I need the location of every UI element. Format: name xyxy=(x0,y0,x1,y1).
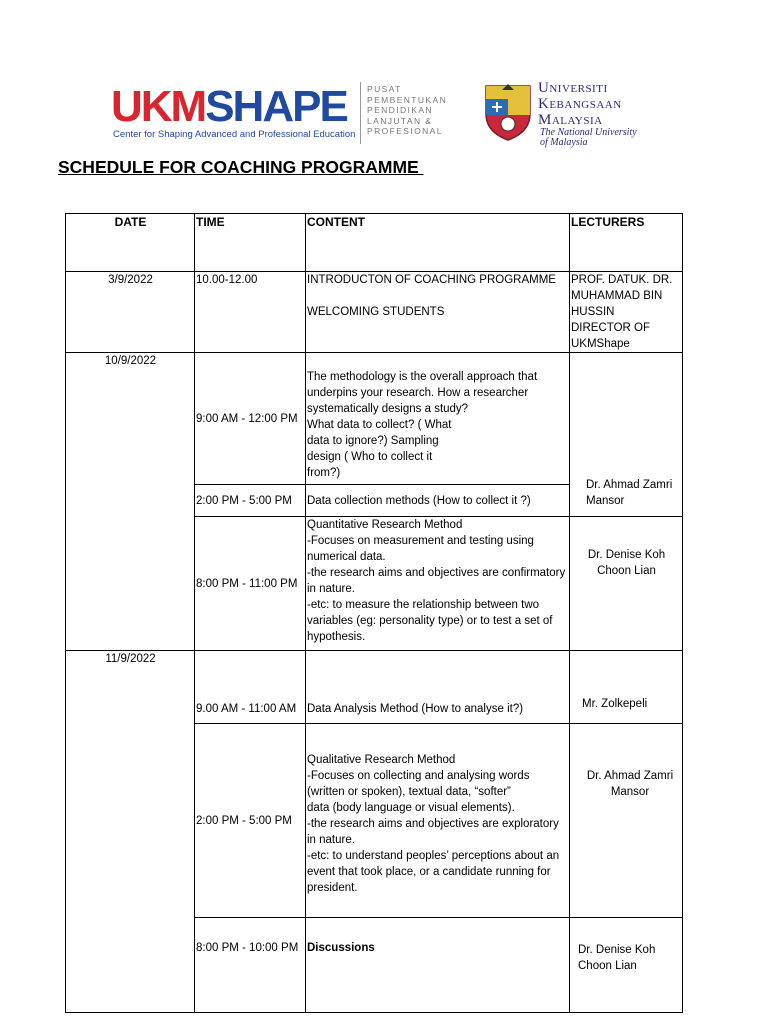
date-cell: 3/9/2022 xyxy=(66,272,195,353)
lecturer-cell: PROF. DATUK. DR. MUHAMMAD BIN HUSSIN DIRECTOR OF UKMShape xyxy=(570,272,683,353)
logo-divider xyxy=(360,82,361,144)
content-cell: Data collection methods (How to collect it ?) xyxy=(306,485,570,517)
lecturer-cell: Dr. Ahmad Zamri Mansor xyxy=(570,353,683,517)
time-cell: 2:00 PM - 5:00 PM xyxy=(195,724,306,918)
document-title: SCHEDULE FOR COACHING PROGRAMME xyxy=(58,157,424,177)
logo-ukm-text: UKM xyxy=(111,82,206,131)
time-cell: 2:00 PM - 5:00 PM xyxy=(195,485,306,517)
header-content: CONTENT xyxy=(306,214,570,272)
date-cell: 10/9/2022 xyxy=(66,353,195,651)
header-time: TIME xyxy=(195,214,306,272)
time-cell: 9.00 AM - 11:00 AM xyxy=(195,651,306,724)
university-crest-icon xyxy=(482,80,534,142)
time-cell: 10.00-12.00 xyxy=(195,272,306,353)
table-row xyxy=(66,272,683,353)
content-cell: INTRODUCTON OF COACHING PROGRAMME WELCOMING STUDENTS xyxy=(306,272,570,353)
date-cell: 11/9/2022 xyxy=(66,651,195,1013)
lecturer-cell: Dr. Ahmad Zamri Mansor xyxy=(570,724,683,918)
schedule-table xyxy=(65,213,683,1013)
university-name: Universiti Kebangsaan Malaysia The National University of Malaysia xyxy=(538,80,637,148)
content-cell: Data Analysis Method (How to analyse it?) xyxy=(306,651,570,724)
ukmshape-tagline: Center for Shaping Advanced and Professional Education xyxy=(113,129,356,140)
header-date: DATE xyxy=(66,214,195,272)
ukmshape-wordmark xyxy=(111,82,347,131)
lecturer-cell: Dr. Denise Koh Choon Lian xyxy=(570,517,683,651)
time-cell: 9:00 AM - 12:00 PM xyxy=(195,353,306,485)
table-header-row xyxy=(66,214,683,272)
content-cell: Qualitative Research Method -Focuses on collecting and analysing words (written or spoken), textual data, “softer” data (body language or visual elements). -the research aims and objectives are exploratory in nature. -etc: to understand peoples’ perceptions about an event that took place, or a candidate running for president. xyxy=(306,724,570,918)
table-row xyxy=(66,651,683,724)
ukmshape-logo xyxy=(111,82,361,145)
pusat-text: PUSAT PEMBENTUKAN PENDIDIKAN LANJUTAN & PROFESIONAL xyxy=(367,84,448,136)
table-row xyxy=(66,353,683,485)
document-header xyxy=(0,0,768,160)
lecturer-cell: Mr. Zolkepeli xyxy=(570,651,683,724)
content-cell: Quantitative Research Method -Focuses on measurement and testing using numerical data. -the research aims and objectives are confirmatory in nature. -etc: to measure the relationship between two variables (eg: personality type) or to test a set of hypothesis. xyxy=(306,517,570,651)
content-cell: Discussions xyxy=(306,918,570,1013)
time-cell: 8:00 PM - 11:00 PM xyxy=(195,517,306,651)
lecturer-cell: Dr. Denise Koh Choon Lian xyxy=(570,918,683,1013)
content-cell: The methodology is the overall approach that underpins your research. How a researcher systematically designs a study? What data to collect? ( What data to ignore?) Sampling design ( Who to collect it from?) xyxy=(306,353,570,485)
header-lecturers: LECTURERS xyxy=(570,214,683,272)
time-cell: 8:00 PM - 10:00 PM xyxy=(195,918,306,1013)
logo-shape-text: SHAPE xyxy=(205,82,347,131)
